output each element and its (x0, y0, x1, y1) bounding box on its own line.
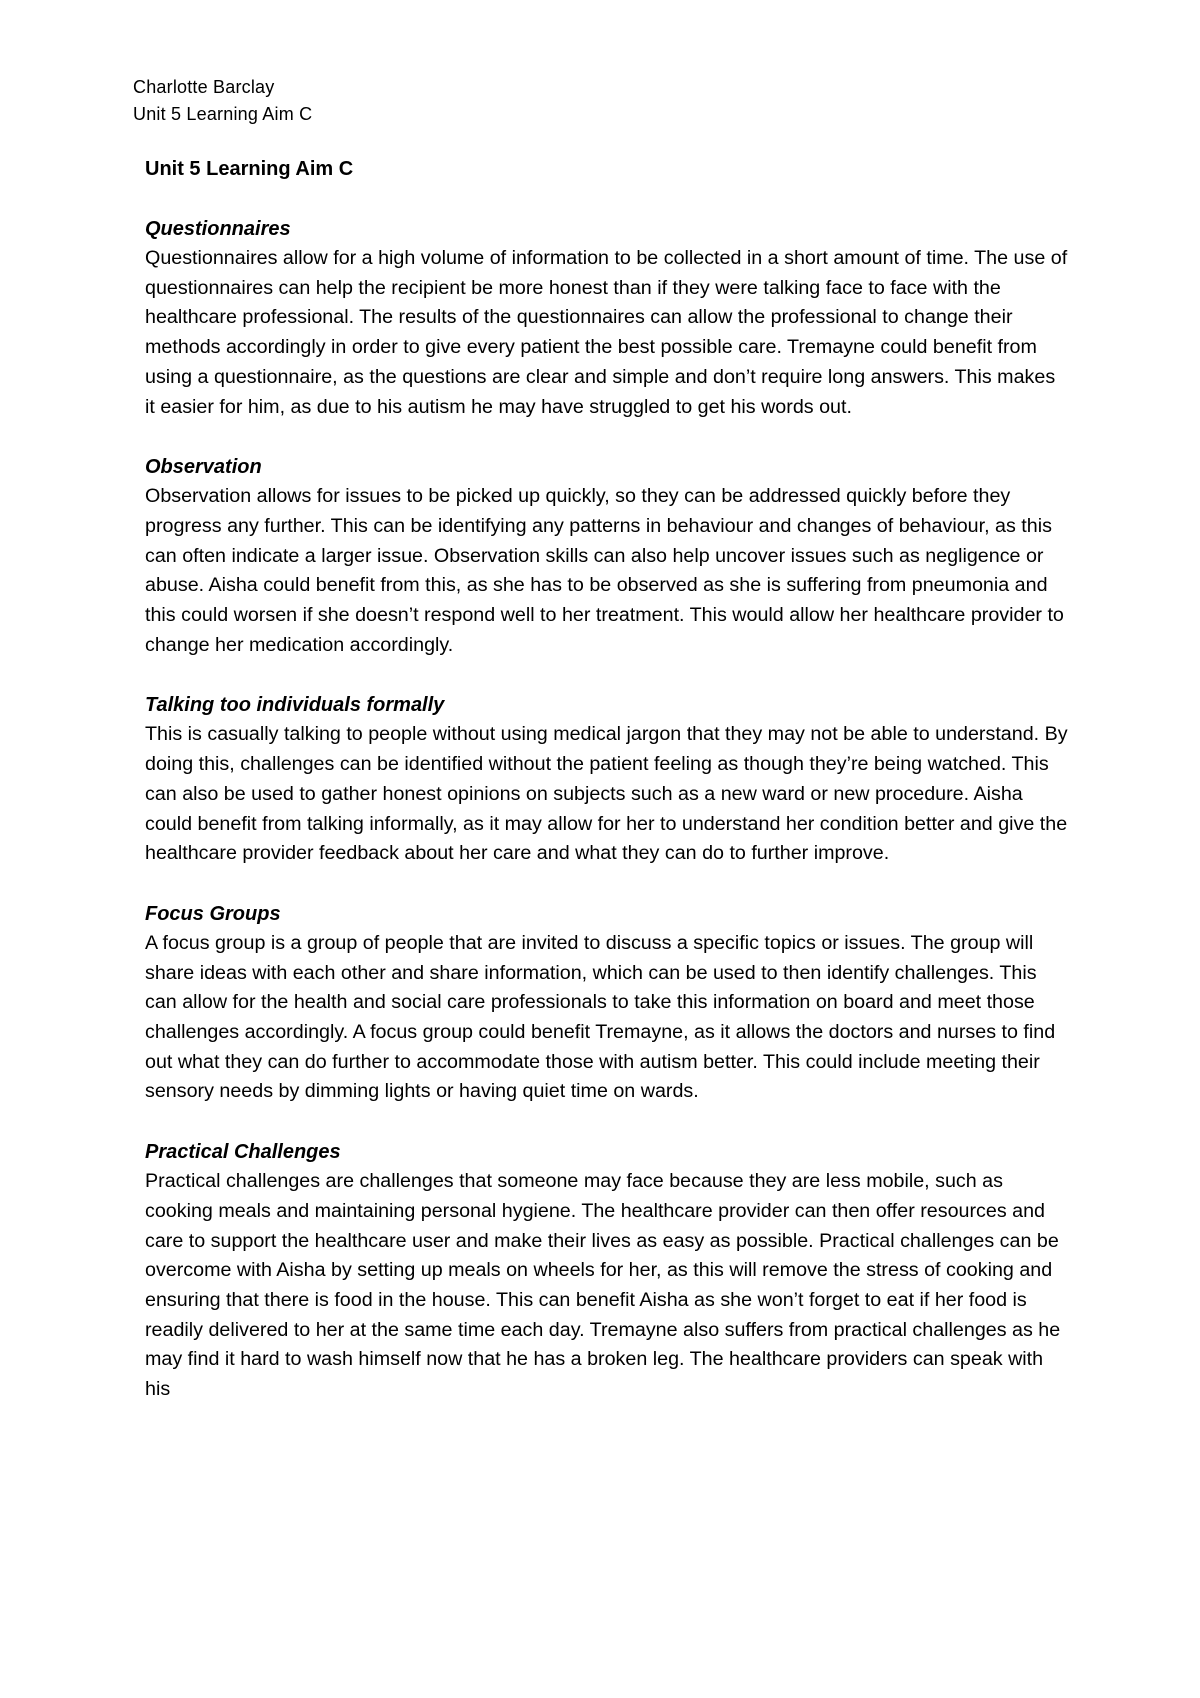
section-practical-challenges (145, 1137, 1070, 1405)
page-header (133, 74, 312, 128)
section-paragraph: A focus group is a group of people that are invited to discuss a specific topics or issues. The group will share ideas with each other and share information, which can be used to then identify challenges. This can allow for the health and social care professionals to take this information on board and meet those challenges accordingly. A focus group could benefit Tremayne, as it allows the doctors and nurses to find out what they can do further to accommodate those with autism better. This could include meeting their sensory needs by dimming lights or having quiet time on wards. (145, 931, 1056, 1103)
section-paragraph: Questionnaires allow for a high volume of information to be collected in a short amount of time. The use of questionnaires can help the recipient be more honest than if they were talking face to face with the healthcare professional. The results of the questionnaires can allow the professional to change their methods accordingly in order to give every patient the best possible care. Tremayne could benefit from using a questionnaire, as the questions are clear and simple and don’t require long answers. This makes it easier for him, as due to his autism he may have struggled to get his words out. (145, 247, 1068, 418)
section-observation (145, 452, 1070, 660)
section-talking-informally (145, 690, 1070, 869)
author-name: Charlotte Barclay (133, 77, 275, 97)
section-paragraph: Observation allows for issues to be picked up quickly, so they can be addressed quickly before they progress any further. This can be identifying any patterns in behaviour and changes of behaviour, as this can often indicate a larger issue. Observation skills can also help uncover issues such as negligence or abuse. Aisha could benefit from this, as she has to be observed as she is suffering from pneumonia and this could worsen if she doesn’t respond well to her treatment. This would allow her healthcare provider to change her medication accordingly. (145, 485, 1064, 656)
section-paragraph: This is casually talking to people without using medical jargon that they may not be able to understand. By doing this, challenges can be identified without the patient feeling as though they’re being watched. This can also be used to gather honest opinions on subjects such as a new ward or new procedure. Aisha could benefit from talking informally, as it may allow for her to understand her condition better and give the healthcare provider feedback about her care and what they can do to further improve. (145, 723, 1068, 865)
section-focus-groups (145, 899, 1070, 1107)
document-title: Unit 5 Learning Aim C (145, 158, 354, 180)
section-questionnaires (145, 214, 1070, 422)
unit-label: Unit 5 Learning Aim C (133, 104, 313, 124)
section-heading: Focus Groups (145, 902, 281, 925)
section-heading: Practical Challenges (145, 1141, 341, 1164)
section-paragraph: Practical challenges are challenges that someone may face because they are less mobile, such as cooking meals and maintaining personal hygiene. The healthcare provider can then offer resources and care to support the healthcare user and make their lives as easy as possible. Practical challenges can be overcome with Aisha by setting up meals on wheels for her, as this will remove the stress of cooking and ensuring that there is food in the house. This can benefit Aisha as she won’t forget to eat if her food is readily delivered to her at the same time each day. Tremayne also suffers from practical challenges as he may find it hard to wash himself now that he has a broken leg. The healthcare providers can speak with his (145, 1170, 1061, 1401)
section-heading: Questionnaires (145, 218, 291, 240)
document-body (145, 154, 1070, 1435)
section-heading: Talking too individuals formally (145, 694, 445, 717)
section-heading: Observation (145, 456, 262, 479)
